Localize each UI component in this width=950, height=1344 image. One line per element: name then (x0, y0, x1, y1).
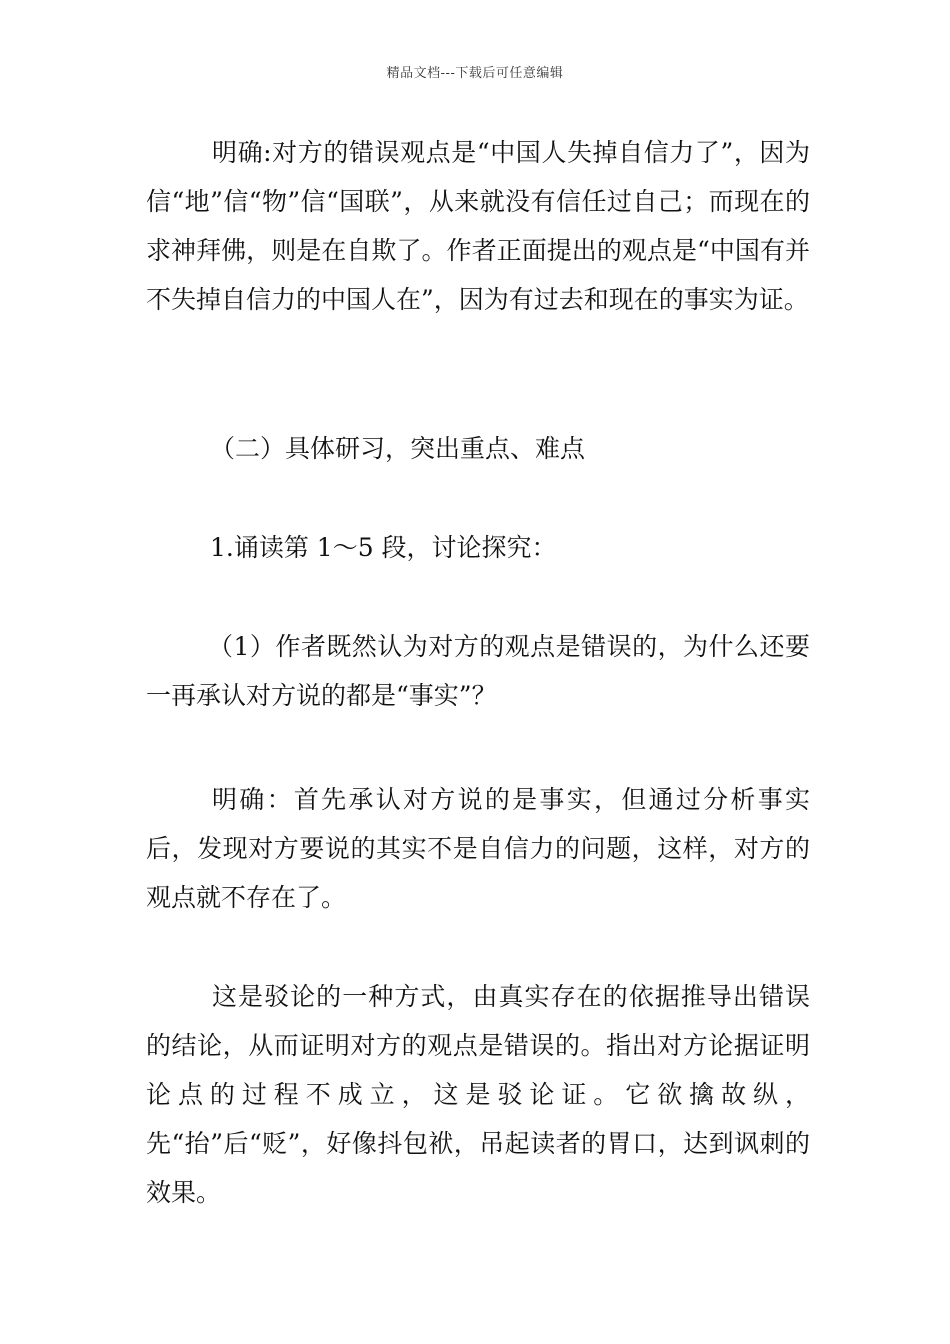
page-header: 精品文档---下载后可任意编辑 (386, 66, 564, 81)
discussion-item-1: 1.诵读第 1～5 段，讨论探究： (210, 533, 557, 562)
clarification-paragraph-1: 明确:对方的错误观点是“中国人失掉自信力了”，因为信“地”信“物”信“国联”，从来就没有信任过自己；而现在的求神拜佛，则是在自欺了。作者正面提出的观点是“中国有并不失掉自信力的中国人在”，因为有过去和现在的事实为证。 (146, 138, 810, 314)
explanation-paragraph: 这是驳论的一种方式，由真实存在的依据推导出错误的结论，从而证明对方的观点是错误的。指出对方论据证明论点的过程不成立，这是驳论证。它欲擒故纵，先“抬”后“贬”，好像抖包袱，吊起读者的胃口，达到讽刺的效果。 (146, 982, 810, 1207)
question-1: （1）作者既然认为对方的观点是错误的，为什么还要一再承认对方说的都是“事实”？ (146, 632, 810, 710)
answer-1: 明确：首先承认对方说的是事实，但通过分析事实后，发现对方要说的其实不是自信力的问题，这样，对方的观点就不存在了。 (146, 785, 810, 912)
section-heading: （二）具体研习，突出重点、难点 (210, 434, 586, 463)
